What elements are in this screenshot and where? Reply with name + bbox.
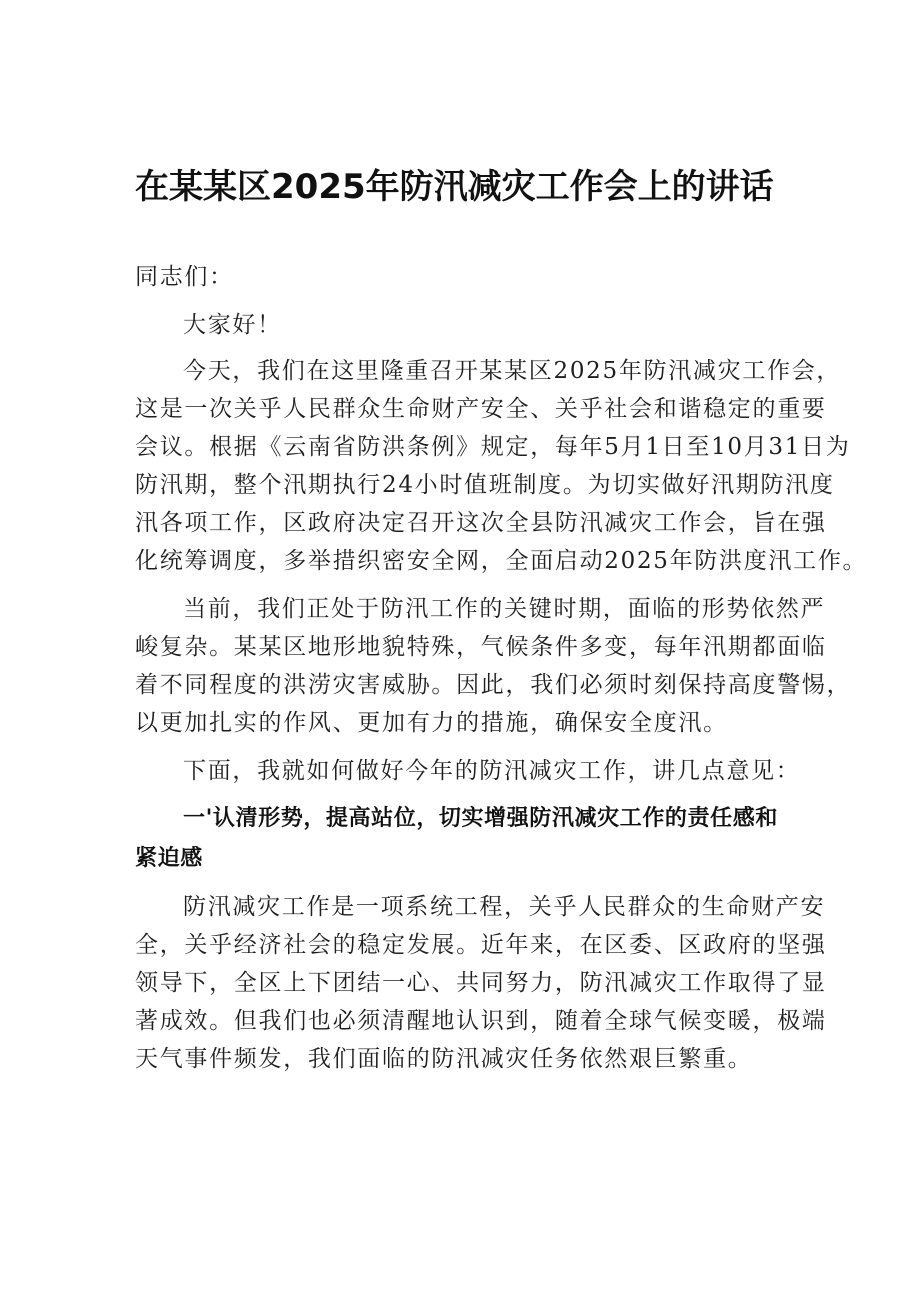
- paragraph-1-line: 化统筹调度，多举措织密安全网，全面启动2025年防洪度汛工作。: [135, 548, 868, 574]
- paragraph-2-line: 当前，我们正处于防汛工作的关键时期，面临的形势依然严: [183, 596, 826, 622]
- paragraph-4-line: 著成效。但我们也必须清醒地认识到，随着全球气候变暖，极端: [135, 1008, 827, 1034]
- greeting: 大家好！: [183, 312, 282, 338]
- paragraph-4-line: 天气事件频发，我们面临的防汛减灾任务依然艰巨繁重。: [135, 1046, 753, 1072]
- paragraph-1-line: 今天，我们在这里隆重召开某某区2025年防汛减灾工作会，: [183, 358, 842, 384]
- paragraph-1-line: 汛各项工作，区政府决定召开这次全县防汛减灾工作会，旨在强: [135, 510, 827, 536]
- document-title: 在某某区2025年防汛减灾工作会上的讲话: [135, 167, 774, 207]
- paragraph-4-line: 领导下，全区上下团结一心、共同努力，防汛减灾工作取得了显: [135, 970, 827, 996]
- paragraph-3-line: 下面，我就如何做好今年的防汛减灾工作，讲几点意见：: [183, 758, 801, 784]
- paragraph-1-line: 会议。根据《云南省防洪条例》规定，每年5月1日至10月31日为: [135, 434, 851, 460]
- paragraph-2-line: 着不同程度的洪涝灾害威胁。因此，我们必须时刻保持高度警惕，: [135, 672, 852, 698]
- paragraph-4-line: 全，关乎经济社会的稳定发展。近年来，在区委、区政府的坚强: [135, 932, 827, 958]
- paragraph-2-line: 峻复杂。某某区地形地貌特殊，气候条件多变，每年汛期都面临: [135, 634, 827, 660]
- section-heading-line: 紧迫感: [135, 846, 203, 871]
- paragraph-2-line: 以更加扎实的作风、更加有力的措施，确保安全度汛。: [135, 710, 728, 736]
- section-heading-line: 一'认清形势，提高站位，切实增强防汛减灾工作的责任感和: [183, 806, 778, 831]
- paragraph-4-line: 防汛减灾工作是一项系统工程，关乎人民群众的生命财产安: [183, 894, 826, 920]
- paragraph-1-line: 这是一次关乎人民群众生命财产安全、关乎社会和谐稳定的重要: [135, 396, 827, 422]
- paragraph-1-line: 防汛期，整个汛期执行24小时值班制度。为切实做好汛期防汛度: [135, 472, 835, 498]
- salutation: 同志们：: [135, 264, 234, 290]
